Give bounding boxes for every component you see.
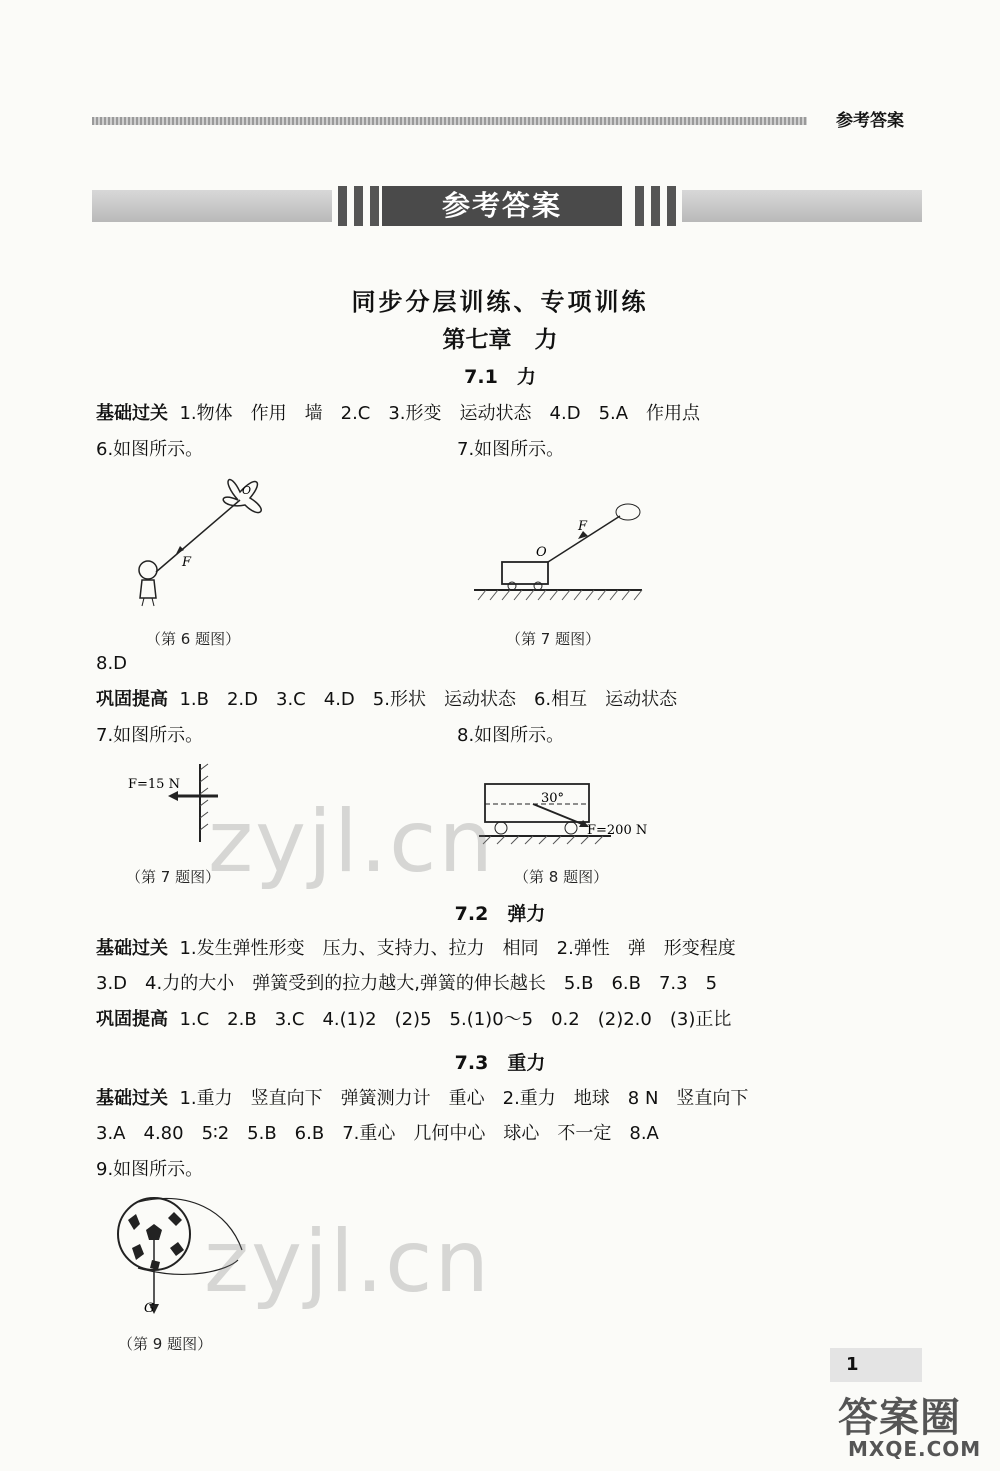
figure-6-force-label: F — [182, 555, 192, 570]
figure-7-cart — [470, 494, 650, 606]
answer-line: 基础过关 1.发生弹性形变 压力、支持力、拉力 相同 2.弹性 弹 形变程度 — [96, 938, 736, 959]
figure-7-force-label: F — [578, 519, 588, 534]
figure-8-force-label: F=200 N — [587, 823, 648, 838]
answer-line: 8.如图所示。 — [457, 725, 565, 746]
chapter-title: 第七章 力 — [442, 327, 558, 353]
answer-line: 9.如图所示。 — [96, 1159, 204, 1180]
answer-line: 7.如图所示。 — [96, 725, 204, 746]
figure-6-point-label: O — [242, 484, 252, 497]
site-url: MXQE.COM — [848, 1437, 982, 1461]
main-title: 同步分层训练、专项训练 — [351, 288, 649, 316]
site-logo: 答案圈 — [838, 1395, 961, 1441]
answer-line: 巩固提高 1.C 2.B 3.C 4.(1)2 (2)5 5.(1)0～5 0.2 (2)2.0 (3)正比 — [96, 1009, 732, 1030]
figure-6-caption: （第 6 题图） — [146, 630, 241, 648]
figure-8-caption: （第 8 题图） — [514, 868, 609, 886]
answer-line: 基础过关 1.物体 作用 墙 2.C 3.形变 运动状态 4.D 5.A 作用点 — [96, 403, 701, 424]
answer-line: 3.A 4.80 5∶2 5.B 6.B 7.重心 几何中心 球心 不一定 8.A — [96, 1123, 659, 1144]
figure-7b-caption: （第 7 题图） — [126, 868, 221, 886]
answer-line: 8.D — [96, 653, 128, 674]
answer-line: 巩固提高 1.B 2.D 3.C 4.D 5.形状 运动状态 6.相互 运动状态 — [96, 689, 678, 710]
figure-7-caption: （第 7 题图） — [506, 630, 601, 648]
answer-line: 基础过关 1.重力 竖直向下 弹簧测力计 重心 2.重力 地球 8 N 竖直向下 — [96, 1088, 749, 1109]
figure-8-cart — [475, 778, 675, 850]
section-7-1: 7.1 力 — [464, 366, 536, 388]
answer-line: 6.如图所示。 — [96, 439, 204, 460]
header-title: 参考答案 — [836, 111, 904, 131]
header-rule — [92, 117, 807, 125]
page-number: 1 — [830, 1348, 922, 1382]
figure-9-caption: （第 9 题图） — [118, 1335, 213, 1353]
section-7-2: 7.2 弹力 — [454, 903, 546, 925]
watermark: zyjl.cn — [208, 792, 495, 892]
answer-banner — [92, 186, 922, 226]
figure-6-kite — [120, 470, 280, 620]
section-7-3: 7.3 重力 — [454, 1052, 546, 1074]
answer-line: 7.如图所示。 — [457, 439, 565, 460]
figure-9-force-label: G — [144, 1301, 155, 1316]
figure-7b-force-label: F=15 N — [128, 777, 180, 792]
figure-7-point-label: O — [536, 545, 547, 560]
banner-title: 参考答案 — [382, 186, 622, 226]
watermark: zyjl.cn — [204, 1212, 491, 1312]
answer-line: 3.D 4.力的大小 弹簧受到的拉力越大,弹簧的伸长越长 5.B 6.B 7.3 5 — [96, 973, 718, 994]
figure-8-angle-label: 30° — [541, 791, 565, 806]
